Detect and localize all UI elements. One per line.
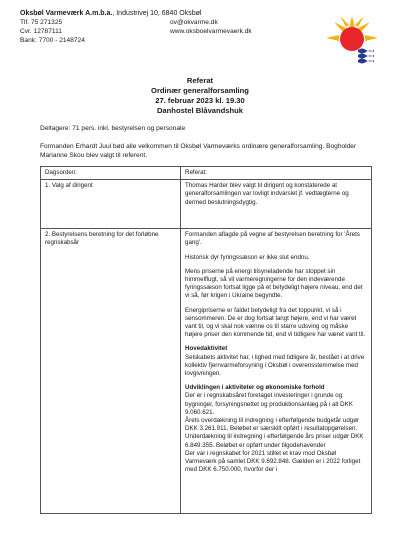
- email: ov@okvarme.dk: [170, 19, 218, 26]
- minutes-text: Årets overdækning til indregning i efterfølgende budgetår udgør DKK 3.261.911. Beløbet er særskilt opført i resultatopgørelsen.: [185, 417, 360, 433]
- section-heading: Udviklingen i aktiviteter og økonomiske forhold: [185, 384, 325, 392]
- minutes-text: Der var i regnskabet for 2021 stillet et krav mod Oksbøl Varmeværk på samlet DKK 9.692.848. Gælden er i 2022 forliget med DKK 6.750.000, hvorfor der i: [185, 449, 361, 474]
- agenda-item: 1. Valg af dirigent: [41, 180, 181, 229]
- company-address: Industrivej 10, 6840 Oksbøl: [116, 10, 202, 17]
- table-row: [41, 229, 372, 514]
- website: www.oksboelvarmevaerk.dk: [170, 28, 252, 35]
- attendees: Deltagere: 71 pers. inkl. bestyrelsen og personale: [40, 125, 186, 132]
- minutes-text: Underdækning til indregning i efterfølgende års priser udgør DKK 6.849.355. Beløbet er opført under tilgodehavender: [185, 433, 364, 449]
- document-title: [0, 76, 400, 116]
- company-line: Oksbøl Varmeværk A.m.b.a., Industrivej 10, 6840 Oksbøl: [20, 10, 202, 17]
- minutes-text: Selskabets aktivitet har, i lighed med tidligere år, bestået i at drive kollektiv fjernvarmeforsyning i Oksbøl i overensstemmelse med lovgivningen.: [185, 353, 365, 378]
- title-line-3: 27. februar 2023 kl. 19.30: [155, 96, 245, 105]
- bank: Bank: 7700 - 2148724: [20, 37, 85, 44]
- minutes-text: Der er i regnskabsåret foretaget investeringer i grunde og bygninger, forsyningsnettet og produktionsanlæg på i alt DKK 9.060.621.: [185, 392, 353, 416]
- minutes-text: Historisk dyr fyringssæson er ikke slut endnu.: [185, 253, 310, 261]
- header-agenda: Dagsorden:: [41, 167, 181, 180]
- sun-logo-icon: [324, 14, 380, 64]
- title-line-2: Ordinær generalforsamling: [151, 86, 249, 95]
- title-line-4: Danhostel Blåvandshuk: [156, 106, 244, 115]
- title-line-1: Referat: [186, 76, 214, 85]
- intro-paragraph: Formanden Erhardt Juul bød alle velkommen til Oksbøl Varmeværks ordinære generalforsamling. Bogholder Marianne Skou blev valgt til referent.: [40, 143, 357, 159]
- header-minutes: Referat:: [181, 167, 372, 180]
- phone: Tlf. 75 271325: [20, 19, 63, 26]
- minutes-table: [40, 166, 372, 514]
- letterhead: [20, 10, 380, 70]
- cvr: Cvr. 12787111: [20, 28, 62, 35]
- table-header-row: [41, 167, 372, 180]
- minutes-text: Energipriserne er faldet betydeligt fra det toppunkt, vi så i sensommeren. De er dog fortsat langt højere, end vi har været vant til, og vi skal nok vænne os til starre udsving og måske højere priser den kommende tid, end vi tidligere har været vant til.: [185, 306, 366, 339]
- minutes-text: Thomas Harder blev valgt til dirigent og konstaterede at generalforsamlingen var lovligt indvarslet jf. vedtægterne og dermed beslutningsdygtig.: [185, 182, 349, 206]
- table-row: [41, 180, 372, 229]
- minutes-text: Formanden aflagde på vegne af bestyrelsen beretning for 'Årets gang'.: [185, 231, 360, 247]
- minutes-cell: [181, 229, 372, 514]
- section-heading: Hovedaktivitet: [185, 345, 228, 353]
- company-name: Oksbøl Varmeværk A.m.b.a.: [20, 10, 113, 17]
- minutes-cell: [181, 180, 372, 229]
- minutes-text: Mens priserne på energi tilsyneladende har stoppet sin himmelflugt, så vil varmeregningerne for den indeværende fyringssæson fortsat ligge på et betydeligt højere niveau, end det vi så, før krigen i Ukraine begyndte.: [185, 267, 363, 300]
- agenda-item: 2. Bestyrelsens beretning for det forløbne regnskabsår: [41, 229, 181, 514]
